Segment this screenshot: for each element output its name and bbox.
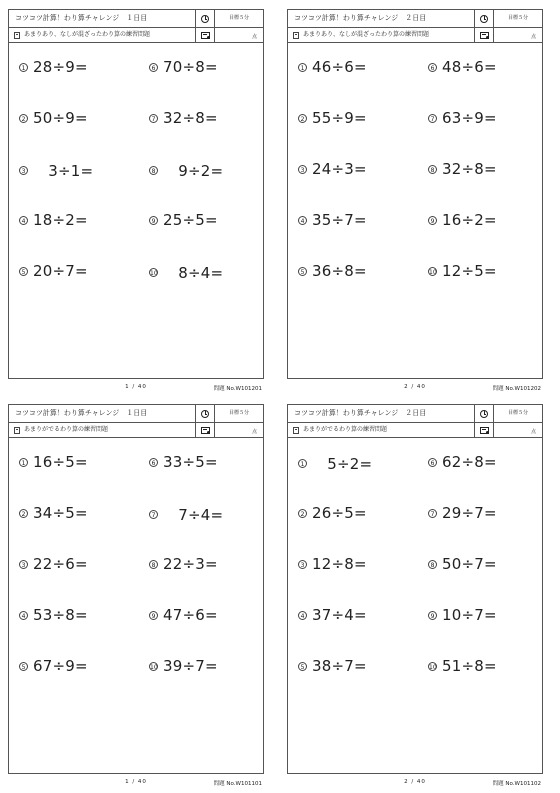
worksheet-header [9, 405, 263, 438]
problem-expression: 62÷8= [442, 453, 497, 471]
problem-number: 6 [428, 63, 437, 72]
problem-expression: 35÷7= [312, 211, 367, 229]
worksheet-title: コツコツ計算！わり算チャレンジ ２日目 [288, 10, 474, 28]
problem-item [19, 109, 88, 127]
problem-number: 8 [149, 560, 158, 569]
problem-expression: 48÷6= [442, 58, 497, 76]
problem-item [149, 555, 218, 573]
problem-number: 3 [19, 560, 28, 569]
problem-item [298, 262, 367, 280]
problem-number: 10 [150, 270, 158, 277]
problem-item [19, 453, 88, 471]
clock-icon [480, 15, 488, 23]
problem-number: 8 [428, 560, 437, 569]
problem-number: 7 [428, 114, 437, 123]
problem-number: 2 [298, 114, 307, 123]
problem-number: 4 [298, 611, 307, 620]
problem-number: 7 [149, 114, 158, 123]
problem-item [19, 657, 88, 675]
clock-icon [201, 410, 209, 418]
problem-item [298, 555, 367, 573]
problem-number: 8 [428, 165, 437, 174]
problem-item [19, 555, 88, 573]
worksheet-header [9, 10, 263, 43]
worksheet-subtitle: あまりあり、なしが混ざったわり算の練習問題 [24, 31, 151, 38]
problem-item [149, 606, 218, 624]
problem-expression: 12÷8= [312, 555, 367, 573]
problem-number: 1 [19, 458, 28, 467]
problem-item [149, 160, 223, 181]
problem-code: 問題 No.W101201 [213, 386, 262, 392]
problem-code: 問題 No.W101102 [492, 781, 541, 787]
problem-expression: 3÷1= [33, 162, 94, 180]
problem-item [19, 504, 88, 522]
problem-code: 問題 No.W101101 [213, 781, 262, 787]
problem-number: 10 [150, 663, 158, 671]
problem-item [428, 211, 497, 229]
worksheet-footer [8, 379, 264, 396]
target-time: 目標５分 [215, 10, 263, 28]
problem-number: 8 [149, 166, 158, 175]
problem-number: 2 [19, 509, 28, 518]
problem-expression: 34÷5= [33, 504, 88, 522]
worksheet-footer [287, 379, 543, 396]
problem-item [149, 453, 218, 471]
page-number: 2 / 40 [404, 779, 426, 785]
target-time: 目標５分 [494, 405, 542, 423]
problem-item [298, 606, 367, 624]
page-number: 1 / 40 [125, 779, 147, 785]
problem-expression: 12÷5= [442, 262, 497, 280]
problem-number: 9 [428, 216, 437, 225]
score-field[interactable]: 点 [251, 429, 257, 435]
problem-item [428, 504, 497, 522]
problem-number: 3 [19, 166, 28, 175]
problem-item [19, 262, 88, 280]
problem-item [428, 555, 497, 573]
problem-item [298, 160, 367, 178]
problem-expression: 36÷8= [312, 262, 367, 280]
problem-expression: 38÷7= [312, 657, 367, 675]
document-icon [293, 427, 299, 434]
worksheet-frame [8, 9, 264, 379]
problem-expression: 16÷5= [33, 453, 88, 471]
problem-item [428, 58, 497, 76]
problem-expression: 67÷9= [33, 657, 88, 675]
worksheet-title: コツコツ計算！わり算チャレンジ １日目 [9, 10, 195, 28]
problem-number: 1 [19, 63, 28, 72]
worksheet-title: コツコツ計算！わり算チャレンジ １日目 [9, 405, 195, 423]
problem-expression: 51÷8= [442, 657, 497, 675]
problem-item [428, 606, 497, 624]
worksheet-subtitle-row [9, 28, 195, 42]
problem-item [298, 657, 367, 675]
problem-code: 問題 No.W101202 [492, 386, 541, 392]
worksheet-frame [287, 404, 543, 774]
page-number: 1 / 40 [125, 384, 147, 390]
worksheet-subtitle: あまりがでるわり算の練習問題 [303, 426, 388, 433]
problem-expression: 46÷6= [312, 58, 367, 76]
problem-number: 9 [149, 216, 158, 225]
problem-list [9, 43, 263, 379]
worksheet-subtitle-row [9, 423, 195, 437]
problem-expression: 63÷9= [442, 109, 497, 127]
problem-number: 7 [428, 509, 437, 518]
problem-item [149, 211, 218, 229]
document-icon [14, 32, 20, 39]
problem-item [428, 453, 497, 471]
target-time: 目標５分 [215, 405, 263, 423]
worksheet-subtitle: あまりがでるわり算の練習問題 [24, 426, 109, 433]
problem-item [149, 58, 218, 76]
document-icon [293, 32, 299, 39]
problem-number: 7 [149, 510, 158, 519]
problem-item [298, 109, 367, 127]
worksheet-frame [287, 9, 543, 379]
problem-number: 2 [298, 509, 307, 518]
worksheet-3 [8, 404, 264, 791]
problem-list [288, 438, 542, 774]
problem-expression: 20÷7= [33, 262, 88, 280]
problem-number: 10 [429, 663, 437, 671]
worksheet-title: コツコツ計算！わり算チャレンジ ２日目 [288, 405, 474, 423]
problem-expression: 18÷2= [33, 211, 88, 229]
problem-number: 6 [149, 63, 158, 72]
problem-expression: 50÷7= [442, 555, 497, 573]
problem-item [298, 211, 367, 229]
problem-number: 3 [298, 560, 307, 569]
problem-expression: 50÷9= [33, 109, 88, 127]
problem-number: 2 [19, 114, 28, 123]
problem-item [19, 211, 88, 229]
problem-expression: 70÷8= [163, 58, 218, 76]
worksheet-subtitle: あまりあり、なしが混ざったわり算の練習問題 [303, 31, 430, 38]
problem-item [428, 109, 497, 127]
problem-number: 5 [19, 267, 28, 276]
problem-item [298, 58, 367, 76]
problem-number: 5 [19, 662, 28, 671]
score-icon [201, 32, 210, 39]
problem-number: 4 [298, 216, 307, 225]
problem-list [288, 43, 542, 379]
problem-expression: 39÷7= [163, 657, 218, 675]
problem-expression: 29÷7= [442, 504, 497, 522]
clock-icon [480, 410, 488, 418]
problem-number: 5 [298, 662, 307, 671]
worksheet-1 [8, 9, 264, 396]
worksheet-header [288, 10, 542, 43]
document-icon [14, 427, 20, 434]
problem-expression: 16÷2= [442, 211, 497, 229]
problem-number: 5 [298, 267, 307, 276]
problem-expression: 22÷3= [163, 555, 218, 573]
problem-number: 10 [429, 268, 437, 276]
problem-expression: 37÷4= [312, 606, 367, 624]
problem-item [149, 504, 223, 525]
problem-expression: 22÷6= [33, 555, 88, 573]
clock-icon [201, 15, 209, 23]
problem-expression: 28÷9= [33, 58, 88, 76]
problem-expression: 8÷4= [163, 264, 224, 282]
problem-expression: 32÷8= [442, 160, 497, 178]
problem-item [19, 606, 88, 624]
problem-number: 9 [149, 611, 158, 620]
problem-item [19, 160, 93, 181]
problem-number: 6 [149, 458, 158, 467]
problem-number: 4 [19, 216, 28, 225]
problem-expression: 33÷5= [163, 453, 218, 471]
worksheet-footer [8, 774, 264, 791]
problem-item [428, 262, 497, 280]
problem-expression: 47÷6= [163, 606, 218, 624]
problem-item [428, 160, 497, 178]
problem-number: 9 [428, 611, 437, 620]
worksheet-frame [8, 404, 264, 774]
target-time: 目標５分 [494, 10, 542, 28]
problem-expression: 55÷9= [312, 109, 367, 127]
worksheet-4 [287, 404, 543, 791]
problem-item [149, 262, 223, 283]
worksheet-header [288, 405, 542, 438]
problem-number: 3 [298, 165, 307, 174]
problem-number: 1 [298, 459, 307, 468]
problem-item [149, 109, 218, 127]
problem-expression: 5÷2= [312, 455, 373, 473]
worksheet-subtitle-row [288, 423, 474, 437]
problem-item [428, 657, 497, 675]
score-icon [480, 32, 489, 39]
problem-item [298, 504, 367, 522]
problem-expression: 10÷7= [442, 606, 497, 624]
problem-expression: 9÷2= [163, 162, 224, 180]
problem-expression: 26÷5= [312, 504, 367, 522]
worksheet-footer [287, 774, 543, 791]
problem-expression: 32÷8= [163, 109, 218, 127]
problem-item [19, 58, 88, 76]
score-field[interactable]: 点 [530, 429, 536, 435]
problem-item [298, 453, 372, 474]
score-icon [480, 427, 489, 434]
page-number: 2 / 40 [404, 384, 426, 390]
problem-list [9, 438, 263, 774]
score-field[interactable]: 点 [530, 34, 536, 40]
problem-expression: 24÷3= [312, 160, 367, 178]
worksheet-2 [287, 9, 543, 396]
worksheet-subtitle-row [288, 28, 474, 42]
score-field[interactable]: 点 [251, 34, 257, 40]
problem-number: 6 [428, 458, 437, 467]
score-icon [201, 427, 210, 434]
problem-expression: 53÷8= [33, 606, 88, 624]
problem-expression: 25÷5= [163, 211, 218, 229]
problem-expression: 7÷4= [163, 506, 224, 524]
problem-number: 1 [298, 63, 307, 72]
problem-item [149, 657, 218, 675]
problem-number: 4 [19, 611, 28, 620]
